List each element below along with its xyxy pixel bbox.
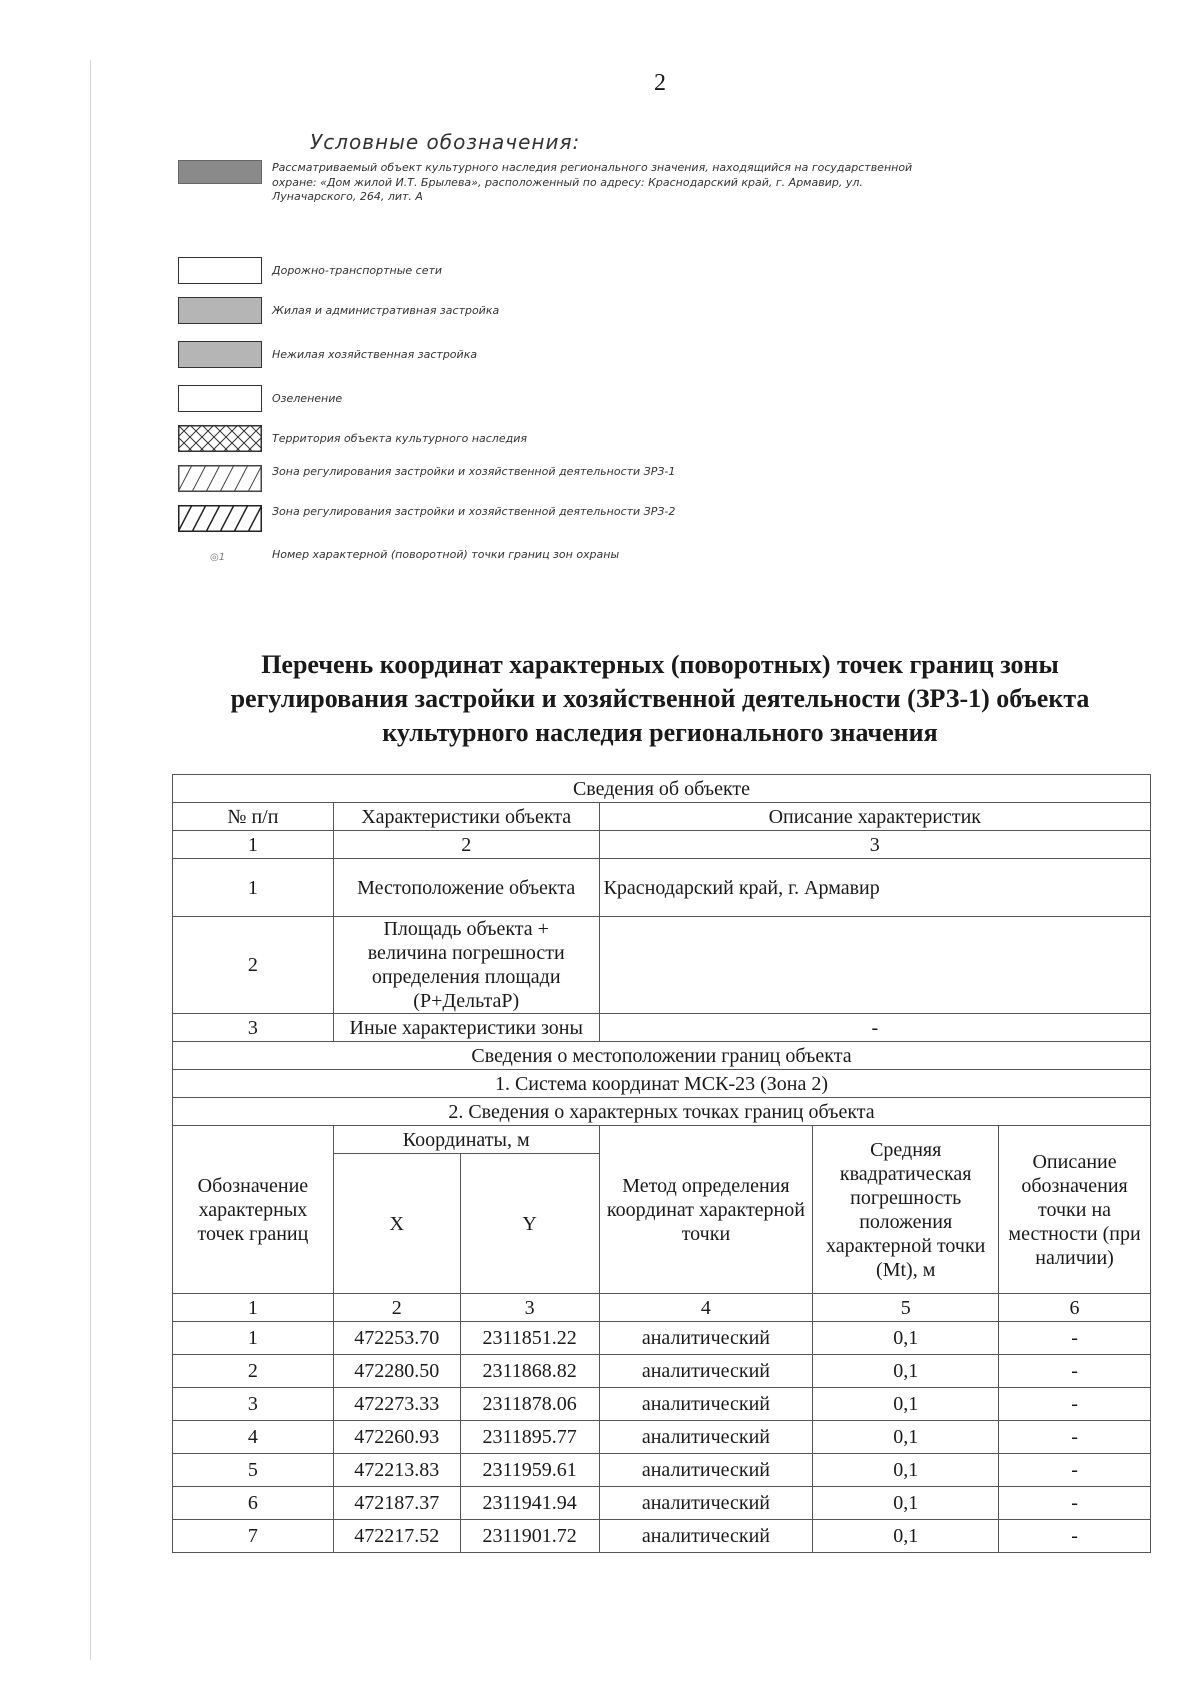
- point-error: 0,1: [813, 1322, 999, 1355]
- colnum-cell: 3: [460, 1294, 599, 1322]
- point-description: -: [999, 1355, 1151, 1388]
- point-y: 2311895.77: [460, 1421, 599, 1454]
- header-cell: Характеристики объекта: [333, 803, 599, 831]
- point-number: 5: [173, 1454, 334, 1487]
- swatch-heritage-object: [178, 160, 262, 184]
- location-section-title: Сведения о местоположении границ объекта: [173, 1042, 1151, 1070]
- legend-item-text: Жилая и административная застройка: [272, 304, 500, 317]
- page-margin-line: [90, 60, 91, 1660]
- section-header-row: [173, 1070, 1151, 1098]
- point-y: 2311959.61: [460, 1454, 599, 1487]
- coordinates-table: [172, 774, 1151, 1553]
- header-cell: Обозначение характерных точек границ: [173, 1126, 334, 1294]
- header-cell: Координаты, м: [333, 1126, 599, 1154]
- table-row: [173, 1421, 1151, 1454]
- colnum-cell: 3: [599, 831, 1150, 859]
- object-section-title: Сведения об объекте: [173, 775, 1151, 803]
- point-method: аналитический: [599, 1421, 813, 1454]
- point-y: 2311851.22: [460, 1322, 599, 1355]
- swatch-crosshatch: [178, 425, 262, 452]
- row-number: 3: [173, 1014, 334, 1042]
- characteristic-value: [599, 917, 1150, 1014]
- document-heading: [160, 648, 1160, 750]
- coordinate-system: 1. Система координат МСК-23 (Зона 2): [173, 1070, 1151, 1098]
- legend-item-text: Зона регулирования застройки и хозяйственной деятельности ЗРЗ-2: [272, 505, 676, 518]
- swatch-nonresidential: [178, 341, 262, 368]
- points-section-title: 2. Сведения о характерных точках границ объекта: [173, 1098, 1151, 1126]
- legend-item-text: Озеленение: [272, 392, 343, 405]
- table-row: [173, 1454, 1151, 1487]
- heading-line: культурного наследия регионального значения: [382, 718, 938, 747]
- row-number: 2: [173, 917, 334, 1014]
- point-y: 2311868.82: [460, 1355, 599, 1388]
- header-cell: Средняя квадратическая погрешность положения характерной точки (Mt), м: [813, 1126, 999, 1294]
- point-method: аналитический: [599, 1355, 813, 1388]
- swatch-hatch-zrz2: [178, 505, 262, 532]
- point-x: 472253.70: [333, 1322, 460, 1355]
- point-error: 0,1: [813, 1520, 999, 1553]
- point-y: 2311878.06: [460, 1388, 599, 1421]
- point-method: аналитический: [599, 1520, 813, 1553]
- point-error: 0,1: [813, 1388, 999, 1421]
- characteristic-value: Краснодарский край, г. Армавир: [599, 859, 1150, 917]
- point-x: 472187.37: [333, 1487, 460, 1520]
- characteristic-name: Иные характеристики зоны: [333, 1014, 599, 1042]
- row-number: 1: [173, 859, 334, 917]
- section-header-row: [173, 1098, 1151, 1126]
- point-x: 472213.83: [333, 1454, 460, 1487]
- legend-title: Условные обозначения:: [310, 130, 581, 154]
- point-number: 4: [173, 1421, 334, 1454]
- point-number: 6: [173, 1487, 334, 1520]
- legend-item-text: Зона регулирования застройки и хозяйственной деятельности ЗРЗ-1: [272, 465, 676, 478]
- header-cell: Описание обозначения точки на местности (при наличии): [999, 1126, 1151, 1294]
- point-description: -: [999, 1520, 1151, 1553]
- section-header-row: [173, 1042, 1151, 1070]
- point-x: 472217.52: [333, 1520, 460, 1553]
- point-method: аналитический: [599, 1388, 813, 1421]
- point-error: 0,1: [813, 1355, 999, 1388]
- characteristic-value: -: [599, 1014, 1150, 1042]
- object-row: [173, 859, 1151, 917]
- legend-item-text: Номер характерной (поворотной) точки границ зон охраны: [272, 548, 620, 561]
- colnum-cell: 5: [813, 1294, 999, 1322]
- point-description: -: [999, 1388, 1151, 1421]
- colnum-cell: 2: [333, 1294, 460, 1322]
- characteristic-name: Площадь объекта + величина погрешности определения площади (P+ДельтаP): [333, 917, 599, 1014]
- colnum-cell: 2: [333, 831, 599, 859]
- object-row: [173, 917, 1151, 1014]
- point-method: аналитический: [599, 1487, 813, 1520]
- header-cell: X: [333, 1154, 460, 1294]
- points-header-row: [173, 1126, 1151, 1154]
- characteristic-name: Местоположение объекта: [333, 859, 599, 917]
- swatch-hatch-zrz1: [178, 465, 262, 492]
- header-cell: Y: [460, 1154, 599, 1294]
- point-description: -: [999, 1322, 1151, 1355]
- point-number: 7: [173, 1520, 334, 1553]
- table-row: [173, 1487, 1151, 1520]
- point-number: 3: [173, 1388, 334, 1421]
- point-method: аналитический: [599, 1322, 813, 1355]
- point-error: 0,1: [813, 1487, 999, 1520]
- point-y: 2311941.94: [460, 1487, 599, 1520]
- point-description: -: [999, 1421, 1151, 1454]
- point-method: аналитический: [599, 1454, 813, 1487]
- point-error: 0,1: [813, 1421, 999, 1454]
- header-cell: Описание характеристик: [599, 803, 1150, 831]
- table-row: [173, 1322, 1151, 1355]
- legend-item-text: Дорожно-транспортные сети: [272, 264, 443, 277]
- point-marker-icon: ◎1: [210, 552, 226, 563]
- point-x: 472273.33: [333, 1388, 460, 1421]
- table-row: [173, 1388, 1151, 1421]
- page-number: 2: [654, 70, 666, 96]
- heading-line: Перечень координат характерных (поворотных) точек границ зоны: [261, 650, 1059, 679]
- table-row: [173, 1355, 1151, 1388]
- point-description: -: [999, 1454, 1151, 1487]
- swatch-roads: [178, 257, 262, 284]
- point-error: 0,1: [813, 1454, 999, 1487]
- header-cell: Метод определения координат характерной точки: [599, 1126, 813, 1294]
- point-x: 472260.93: [333, 1421, 460, 1454]
- object-row: [173, 1014, 1151, 1042]
- colnum-cell: 1: [173, 831, 334, 859]
- point-x: 472280.50: [333, 1355, 460, 1388]
- swatch-greenery: [178, 385, 262, 412]
- point-number: 1: [173, 1322, 334, 1355]
- header-cell: № п/п: [173, 803, 334, 831]
- table-row: [173, 1520, 1151, 1553]
- section-header-row: [173, 775, 1151, 803]
- legend-item-text: Территория объекта культурного наследия: [272, 432, 527, 445]
- heading-line: регулирования застройки и хозяйственной деятельности (ЗРЗ-1) объекта: [230, 684, 1090, 713]
- object-colnum-row: [173, 831, 1151, 859]
- legend-item-text: Нежилая хозяйственная застройка: [272, 348, 478, 361]
- object-header-row: [173, 803, 1151, 831]
- point-number: 2: [173, 1355, 334, 1388]
- colnum-cell: 4: [599, 1294, 813, 1322]
- point-description: -: [999, 1487, 1151, 1520]
- points-colnum-row: [173, 1294, 1151, 1322]
- swatch-residential: [178, 297, 262, 324]
- colnum-cell: 6: [999, 1294, 1151, 1322]
- legend-item-text: Рассматриваемый объект культурного наследия регионального значения, находящийся на государственной охране: «Дом жилой И.Т. Брылева», расположенный по адресу: Краснодарский край, г. Армавир, ул. Луначарского, 264, лит. А: [272, 161, 913, 203]
- colnum-cell: 1: [173, 1294, 334, 1322]
- point-y: 2311901.72: [460, 1520, 599, 1553]
